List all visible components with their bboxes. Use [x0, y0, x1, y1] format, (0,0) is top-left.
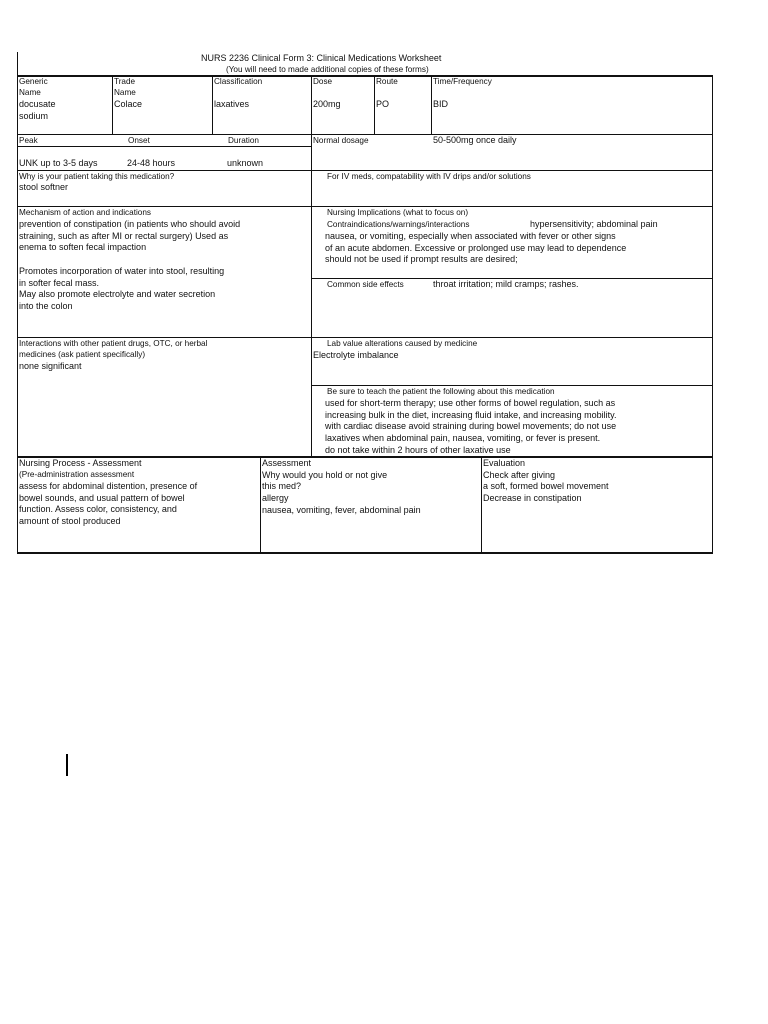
classification-value: laxatives — [214, 99, 250, 109]
evaluation-text: a soft, formed bowel movement Decrease in constipation — [483, 481, 609, 503]
border-line — [17, 206, 713, 207]
normal-dosage-value: 50-500mg once daily — [433, 135, 517, 145]
nursing-process-text: assess for abdominal distention, presence of bowel sounds, and usual pattern of bowel function. Assess color, consistency, and amount of stool produced — [19, 481, 198, 527]
teaching-label: Be sure to teach the patient the following about this medication — [327, 387, 555, 396]
mechanism-text: prevention of constipation (in patients who should avoid straining, such as after MI or rectal surgery) Used as enema to soften fecal impaction Promotes incorporation of water into stool, resulting in softer fecal mass. May also promote electrolyte and water secretion into the colon — [19, 219, 241, 311]
border-line — [712, 75, 713, 553]
route-value: PO — [376, 99, 390, 109]
hold-assessment-label: Assessment Why would you hold or not give this med? — [262, 458, 388, 492]
onset-label: Onset — [128, 136, 150, 145]
contraindications-value: hypersensitivity; abdominal pain — [530, 219, 658, 229]
border-line — [17, 552, 713, 554]
generic-name-label: Generic Name — [19, 77, 48, 97]
mechanism-label: Mechanism of action and indications — [19, 208, 151, 217]
border-line — [260, 457, 261, 553]
side-effects-value: throat irritation; mild cramps; rashes. — [433, 279, 579, 289]
border-line — [17, 52, 18, 553]
trade-name-label: Trade Name — [114, 77, 136, 97]
border-line — [312, 385, 713, 386]
frequency-value: BID — [433, 99, 449, 109]
border-line — [481, 457, 482, 553]
border-line — [17, 134, 713, 135]
contraindications-label: Contraindications/warnings/interactions — [327, 220, 470, 229]
lab-alterations-label: Lab value alterations caused by medicine — [327, 339, 478, 348]
border-line — [212, 75, 213, 135]
reason-value: stool softner — [19, 182, 69, 192]
dose-label: Dose — [313, 77, 333, 86]
border-line — [112, 75, 113, 135]
nursing-process-label: Nursing Process - Assessment (Pre-administration assessment — [19, 458, 142, 479]
border-line — [374, 75, 375, 135]
interactions-label: Interactions with other patient drugs, OTC, or herbal medicines (ask patient specifically) — [19, 339, 208, 359]
hold-assessment-text: allergy nausea, vomiting, fever, abdominal pain — [262, 493, 421, 515]
border-line — [17, 146, 312, 147]
text-cursor[interactable] — [66, 754, 68, 776]
dose-value: 200mg — [313, 99, 341, 109]
peak-label: Peak — [19, 136, 38, 145]
border-line — [311, 75, 312, 457]
classification-label: Classification — [214, 77, 263, 86]
border-line — [17, 170, 713, 171]
generic-name-value: docusate sodium — [19, 99, 56, 121]
interactions-value: none significant — [19, 361, 82, 371]
normal-dosage-label: Normal dosage — [313, 136, 369, 145]
form-title: NURS 2236 Clinical Form 3: Clinical Medications Worksheet — [201, 53, 442, 63]
border-line — [17, 337, 713, 338]
route-label: Route — [376, 77, 398, 86]
frequency-label: Time/Frequency — [433, 77, 492, 86]
duration-value: unknown — [227, 158, 264, 168]
teaching-text: used for short-term therapy; use other forms of bowel regulation, such as increasing bulk in the diet, increasing fluid intake, and increasing mobility. with cardiac disease avoid straining during bowel movements; do not use laxatives when abdominal pain, nausea, vomiting, or fever is present. do not take within 2 hours of other laxative use — [325, 398, 617, 455]
nursing-implications-label: Nursing Implications (what to focus on) — [327, 208, 469, 217]
border-line — [431, 75, 432, 135]
reason-label: Why is your patient taking this medication? — [19, 172, 175, 181]
form-subtitle: (You will need to made additional copies of these forms) — [226, 65, 429, 74]
duration-label: Duration — [228, 136, 259, 145]
trade-name-value: Colace — [114, 99, 143, 109]
contraindications-text: nausea, or vomiting, especially when associated with fever or other signs of an acute abdomen. Excessive or prolonged use may lead to dependence should not be used if prompt results are desired; — [325, 231, 627, 265]
onset-value: 24-48 hours — [127, 158, 176, 168]
iv-compatibility-label: For IV meds, compatability with IV drips and/or solutions — [327, 172, 531, 181]
evaluation-label: Evaluation Check after giving — [483, 458, 556, 480]
peak-value: UNK up to 3-5 days — [19, 158, 98, 168]
side-effects-label: Common side effects — [327, 280, 404, 289]
lab-alterations-value: Electrolyte imbalance — [313, 350, 399, 360]
